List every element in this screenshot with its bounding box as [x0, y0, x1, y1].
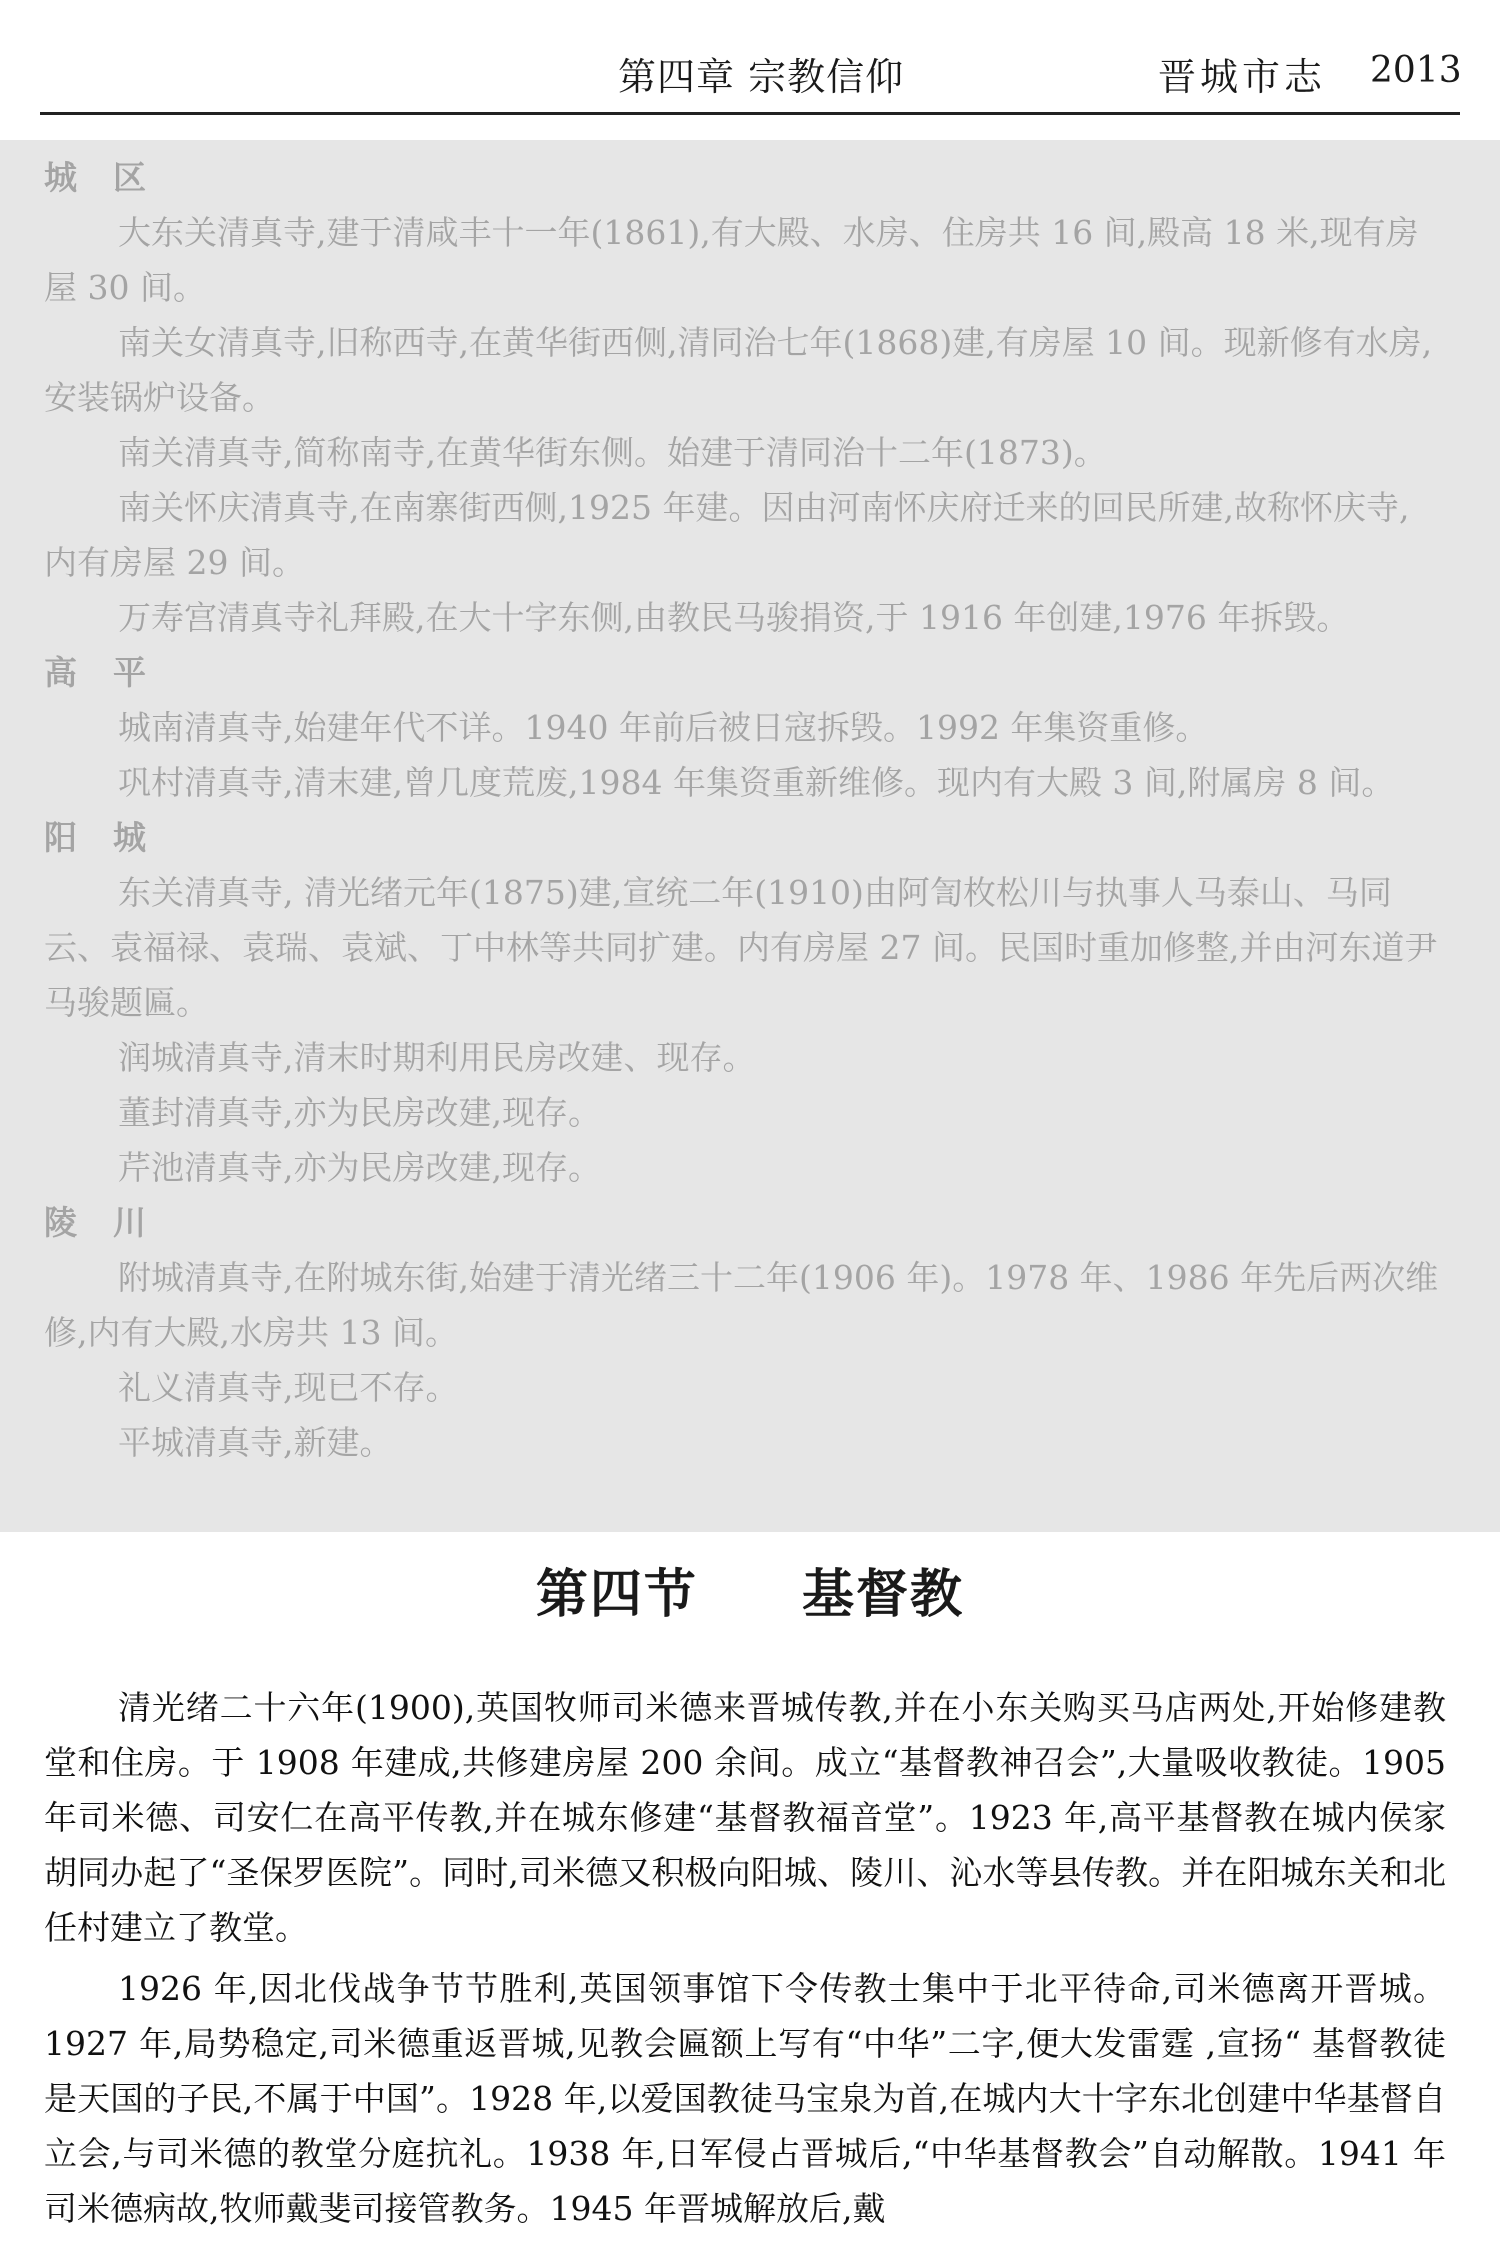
mosque-entry: 芹池清真寺,亦为民房改建,现存。	[118, 1148, 601, 1187]
mosque-entry: 南关女清真寺,旧称西寺,在黄华街西侧,清同治七年(1868)建,有房屋 10 间。现新修有水房,安装锅炉设备。	[44, 323, 1433, 417]
region-heading: 陵川	[44, 1203, 182, 1242]
mosque-entry: 礼义清真寺,现已不存。	[118, 1368, 459, 1407]
region-heading: 城区	[44, 158, 182, 197]
chapter-title: 第四章 宗教信仰	[618, 55, 905, 99]
region-heading: 阳城	[44, 818, 182, 857]
mosque-entry: 董封清真寺,亦为民房改建,现存。	[118, 1093, 601, 1132]
page-header	[40, 0, 1460, 115]
mosque-entry: 南关清真寺,简称南寺,在黄华街东侧。始建于清同治十二年(1873)。	[118, 433, 1107, 472]
page-number: 2013	[1370, 50, 1462, 91]
section-title: 基督教	[802, 1564, 965, 1625]
mosque-entry: 附城清真寺,在附城东街,始建于清光绪三十二年(1906 年)。1978 年、1986 年先后两次维修,内有大殿,水房共 13 间。	[44, 1258, 1439, 1352]
mosque-entry: 润城清真寺,清末时期利用民房改建、现存。	[118, 1038, 756, 1077]
mosque-entry: 东关清真寺, 清光绪元年(1875)建,宣统二年(1910)由阿訇枚松川与执事人马泰山、马同云、袁福禄、袁瑞、袁斌、丁中林等共同扩建。内有房屋 27 间。民国时重加修整,并由河东道尹马骏题匾。	[44, 873, 1438, 1022]
section-heading	[0, 1550, 1500, 1640]
mosque-entry: 南关怀庆清真寺,在南寨街西侧,1925 年建。因由河南怀庆府迁来的回民所建,故称怀庆寺,内有房屋 29 间。	[44, 488, 1410, 582]
mosque-entry: 城南清真寺,始建年代不详。1940 年前后被日寇拆毁。1992 年集资重修。	[118, 708, 1209, 747]
book-title: 晋城市志	[1158, 55, 1327, 99]
mosque-entry: 巩村清真寺,清末建,曾几度荒废,1984 年集资重新维修。现内有大殿 3 间,附属房 8 间。	[118, 763, 1395, 802]
body-text	[44, 1680, 1446, 2242]
mosque-list-box	[0, 140, 1500, 1532]
mosque-entry: 大东关清真寺,建于清咸丰十一年(1861),有大殿、水房、住房共 16 间,殿高 18 米,现有房屋 30 间。	[44, 213, 1419, 307]
paragraph: 清光绪二十六年(1900),英国牧师司米德来晋城传教,并在小东关购买马店两处,开始修建教堂和住房。于 1908 年建成,共修建房屋 200 余间。成立“基督教神召会”,大量吸收教徒。1905 年司米德、司安仁在高平传教,并在城东修建“基督教福音堂”。1923 年,高平基督教在城内侯家胡同办起了“圣保罗医院”。同时,司米德又积极向阳城、陵川、沁水等县传教。并在阳城东关和北任村建立了教堂。	[44, 1688, 1446, 1947]
mosque-entry: 万寿宫清真寺礼拜殿,在大十字东侧,由教民马骏捐资,于 1916 年创建,1976 年拆毁。	[118, 598, 1350, 637]
region-heading: 高平	[44, 653, 182, 692]
paragraph: 1926 年,因北伐战争节节胜利,英国领事馆下令传教士集中于北平待命,司米德离开晋城。1927 年,局势稳定,司米德重返晋城,见教会匾额上写有“中华”二字,便大发雷霆 ,宣扬“ 基督教徒是天国的子民,不属于中国”。1928 年,以爱国教徒马宝泉为首,在城内大十字东北创建中华基督自立会,与司米德的教堂分庭抗礼。1938 年,日军侵占晋城后,“中华基督教会”自动解散。1941 年司米德病故,牧师戴斐司接管教务。1945 年晋城解放后,戴	[44, 1969, 1446, 2228]
section-number: 第四节	[535, 1564, 698, 1625]
mosque-entry: 平城清真寺,新建。	[118, 1423, 393, 1462]
